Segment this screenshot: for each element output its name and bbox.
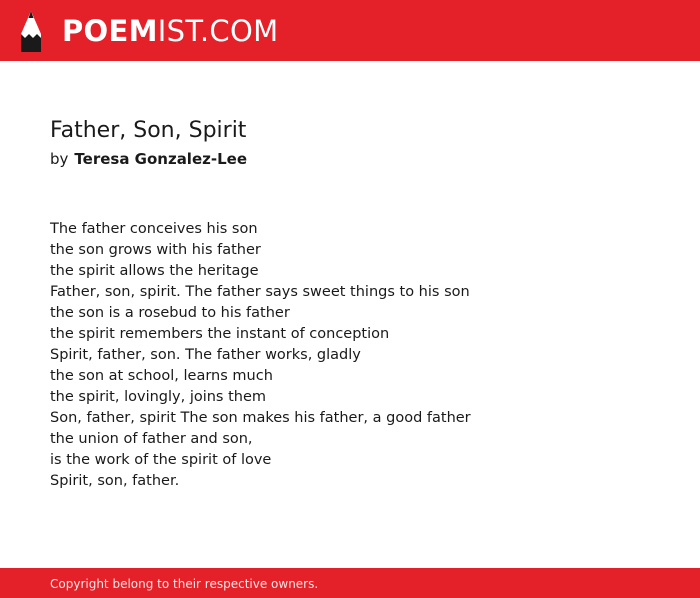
poem-line: the son at school, learns much xyxy=(50,368,273,384)
poem-byline xyxy=(50,149,247,169)
poem-line: the son is a rosebud to his father xyxy=(50,305,290,321)
poem-line: Spirit, father, son. The father works, gladly xyxy=(50,347,361,363)
poem-line: the spirit allows the heritage xyxy=(50,263,259,279)
copyright-text: Copyright belong to their respective owners. xyxy=(50,577,319,591)
poem-title: Father, Son, Spirit xyxy=(50,118,247,143)
poem-line: the union of father and son, xyxy=(50,431,253,447)
poem-line: Spirit, son, father. xyxy=(50,473,180,489)
poem-author: Teresa Gonzalez-Lee xyxy=(74,150,247,168)
pencil-tip-icon xyxy=(18,10,44,52)
poem-line: the spirit, lovingly, joins them xyxy=(50,389,267,405)
poem-line: the son grows with his father xyxy=(50,242,261,258)
brand-bold: POEM xyxy=(62,14,158,48)
poem-line: The father conceives his son xyxy=(50,221,258,237)
by-label: by xyxy=(50,150,69,168)
poem-body xyxy=(50,219,471,492)
site-header xyxy=(0,0,700,61)
site-footer xyxy=(0,568,700,598)
site-logo-link[interactable] xyxy=(18,10,278,52)
poem-line: is the work of the spirit of love xyxy=(50,452,272,468)
site-logo-text xyxy=(62,10,278,52)
poem-line: the spirit remembers the instant of conception xyxy=(50,326,390,342)
poem-line: Father, son, spirit. The father says sweet things to his son xyxy=(50,284,470,300)
brand-light: IST.COM xyxy=(157,14,279,48)
poem-line: Son, father, spirit The son makes his father, a good father xyxy=(50,410,471,426)
